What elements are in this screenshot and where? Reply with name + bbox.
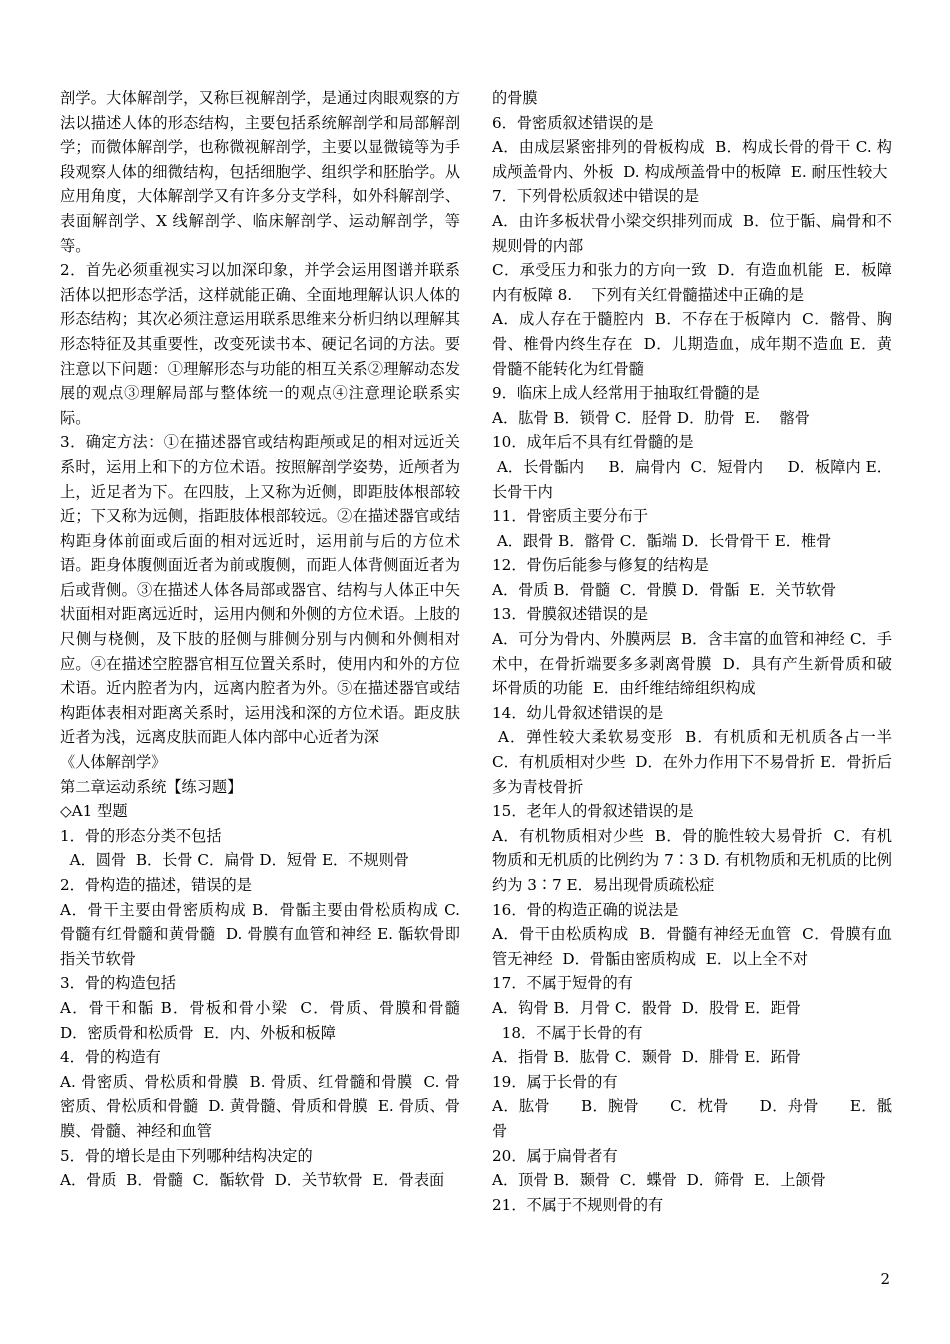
text-paragraph: 2．首先必须重视实习以加深印象，并学会运用图谱并联系活体以把形态学活，这样就能正确、全面地理解认识人体的形态结构；其次必须注意运用联系思维来分析归纳以理解其形态特征及其重要性，改变死读书本、硬记名词的方法。要注意以下问题：①理解形态与功能的相互关系②理解动态发展的观点③理解局部与整体统一的观点④注意理论联系实际。 xyxy=(60,261,460,427)
text-paragraph: 3．骨的构造包括 xyxy=(60,974,176,993)
text-paragraph: 13．骨膜叙述错误的是 xyxy=(492,605,649,624)
left-column xyxy=(60,86,470,1193)
text-paragraph: A．由许多板状骨小梁交织排列而成 B．位于骺、扁骨和不规则骨的内部 xyxy=(492,211,892,255)
text-paragraph: 1．骨的形态分类不包括 xyxy=(60,826,222,845)
text-paragraph: 的骨膜 xyxy=(492,89,538,107)
text-paragraph: 11．骨密质主要分布于 xyxy=(492,507,649,526)
text-paragraph: A. 骨密质、骨松质和骨膜 B. 骨质、红骨髓和骨膜 C. 骨密质、骨松质和骨髓 D. 黄骨髓、骨质和骨膜 E. 骨质、骨膜、骨髓、神经和血管 xyxy=(60,1072,460,1140)
text-paragraph: C．承受压力和张力的方向一致 D．有造血机能 E．板障内有板障 8. 下列有关红骨髓描述中正确的是 xyxy=(492,261,892,304)
page-number: 2 xyxy=(880,1270,890,1288)
text-paragraph: A．肱骨 B．腕骨 C．枕骨 D．舟骨 E．骶骨 xyxy=(492,1097,892,1140)
text-paragraph: 5．骨的增长是由下列哪种结构决定的 xyxy=(60,1146,313,1165)
text-paragraph: A．肱骨 B．锁骨 C．胫骨 D．肋骨 E. 髂骨 xyxy=(492,408,810,427)
text-paragraph: 4．骨的构造有 xyxy=(60,1048,161,1067)
text-paragraph: 16．骨的构造正确的说法是 xyxy=(492,900,679,919)
text-paragraph: A．钩骨 B．月骨 C．骰骨 D．股骨 E．距骨 xyxy=(492,998,801,1017)
text-paragraph: 20．属于扁骨者有 xyxy=(492,1146,618,1165)
text-paragraph: 3．确定方法：①在描述器官或结构距颅或足的相对远近关系时，运用上和下的方位术语。按照解剖学姿势，近颅者为上，近足者为下。在四肢，上又称为近侧，即距肢体根部较近；下又称为远侧，指距肢体根部较远。②在描述器官或结构距身体前面或后面的相对远近时，运用前与后的方位术语。距身体腹侧面近者为前或腹侧，而距人体背侧面近者为后或背侧。③在描述人体各局部或器官、结构与人体正中矢状面相对距离远近时，运用内侧和外侧的方位术语。上肢的尺侧与桡侧，及下肢的胫侧与腓侧分别与内侧和外侧相对应。④在描述空腔器官相互位置关系时，使用内和外的方位术语。近内腔者为内，远离内腔者为外。⑤在描述器官或结构距体表相对距离关系时，运用浅和深的方位术语。距皮肤近者为浅，远离皮肤而距人体内部中心近者为深 xyxy=(60,433,460,747)
text-paragraph: 2．骨构造的描述，错误的是 xyxy=(60,876,252,894)
text-paragraph: A．弹性较大柔软易变形 B．有机质和无机质各占一半 C．有机质相对少些 D．在外力作用下不易骨折 E．骨折后多为青枝骨折 xyxy=(492,728,897,796)
text-paragraph: 剖学。大体解剖学，又称巨视解剖学，是通过肉眼观察的方法以描述人体的形态结构，主要包括系统解剖学和局部解剖学；而微体解剖学，也称微视解剖学，主要以显微镜等为手段观察人体的细微结构，包括细胞学、组织学和胚胎学。从应用角度，大体解剖学又有许多分支学科，如外科解剖学、表面解剖学、X 线解剖学、临床解剖学、运动解剖学，等等。 xyxy=(60,89,460,255)
text-paragraph: 6．骨密质叙述错误的是 xyxy=(492,113,654,132)
text-paragraph: A．骨质 B．骨髓 C．骺软骨 D．关节软骨 E．骨表面 xyxy=(60,1171,445,1190)
text-paragraph: A．指骨 B．肱骨 C．颞骨 D．腓骨 E．跖骨 xyxy=(492,1048,801,1067)
text-paragraph: A．骨干由松质构成 B．骨髓有神经无血管 C．骨膜有血管无神经 D．骨骺由密质构成 E．以上全不对 xyxy=(492,925,892,968)
text-paragraph: 《人体解剖学》 xyxy=(60,753,167,772)
text-paragraph: A．成人存在于髓腔内 B．不存在于板障内 C．髂骨、胸骨、椎骨内终生存在 D．儿期造血，成年期不造血 E．黄骨髓不能转化为红骨髓 xyxy=(492,310,892,378)
text-paragraph: 15．老年人的骨叙述错误的是 xyxy=(492,802,694,821)
text-paragraph: 14．幼儿骨叙述错误的是 xyxy=(492,703,664,722)
text-paragraph: 17．不属于短骨的有 xyxy=(492,974,633,993)
text-paragraph: 21．不属于不规则骨的有 xyxy=(492,1195,664,1214)
text-paragraph: 12．骨伤后能参与修复的结构是 xyxy=(492,556,709,575)
text-paragraph: A．可分为骨内、外膜两层 B．含丰富的血管和神经 C．手术中，在骨折端要多多剥离骨膜 D．具有产生新骨质和破坏骨质的功能 E．由纤维结缔组织构成 xyxy=(492,630,892,698)
text-paragraph: A．由成层紧密排列的骨板构成 B．构成长骨的骨干 C. 构成颅盖骨内、外板 D. 构成颅盖骨中的板障 E. 耐压性较大 xyxy=(492,138,892,181)
text-paragraph: A．骨干和骺 B．骨板和骨小梁 C．骨质、骨膜和骨髓 D．密质骨和松质骨 E．内、外板和板障 xyxy=(60,998,470,1042)
text-paragraph: A．长骨骺内 B．扁骨内 C．短骨内 D．板障内 E．长骨干内 xyxy=(492,457,892,501)
text-paragraph: A．骨干主要由骨密质构成 B．骨骺主要由骨松质构成 C. 骨髓有红骨髓和黄骨髓 D. 骨膜有血管和神经 E. 骺软骨即指关节软骨 xyxy=(60,900,465,968)
text-paragraph: 18．不属于长骨的有 xyxy=(492,1023,643,1042)
text-paragraph: 9．临床上成人经常用于抽取红骨髓的是 xyxy=(492,384,760,403)
text-paragraph: A．有机物质相对少些 B．骨的脆性较大易骨折 C．有机物质和无机质的比例约为 7∶3 D. 有机物质和无机质的比例约为 3∶7 E．易出现骨质疏松症 xyxy=(492,826,892,894)
text-paragraph: A．骨质 B．骨髓 C．骨膜 D．骨骺 E．关节软骨 xyxy=(492,580,837,599)
text-paragraph: 7．下列骨松质叙述中错误的是 xyxy=(492,187,700,206)
text-paragraph: A．跟骨 B．髂骨 C．骺端 D．长骨骨干 E．椎骨 xyxy=(492,531,832,550)
text-paragraph: ◇A1 型题 xyxy=(60,802,128,821)
text-paragraph: A．顶骨 B．颞骨 C．蝶骨 D．筛骨 E．上颌骨 xyxy=(492,1171,826,1190)
right-column xyxy=(492,86,897,1217)
text-paragraph: 19．属于长骨的有 xyxy=(492,1072,618,1091)
text-paragraph: A．圆骨 B．长骨 C．扁骨 D．短骨 E．不规则骨 xyxy=(60,851,409,870)
text-paragraph: 10．成年后不具有红骨髓的是 xyxy=(492,433,694,452)
text-paragraph: 第二章运动系统【练习题】 xyxy=(60,777,243,796)
